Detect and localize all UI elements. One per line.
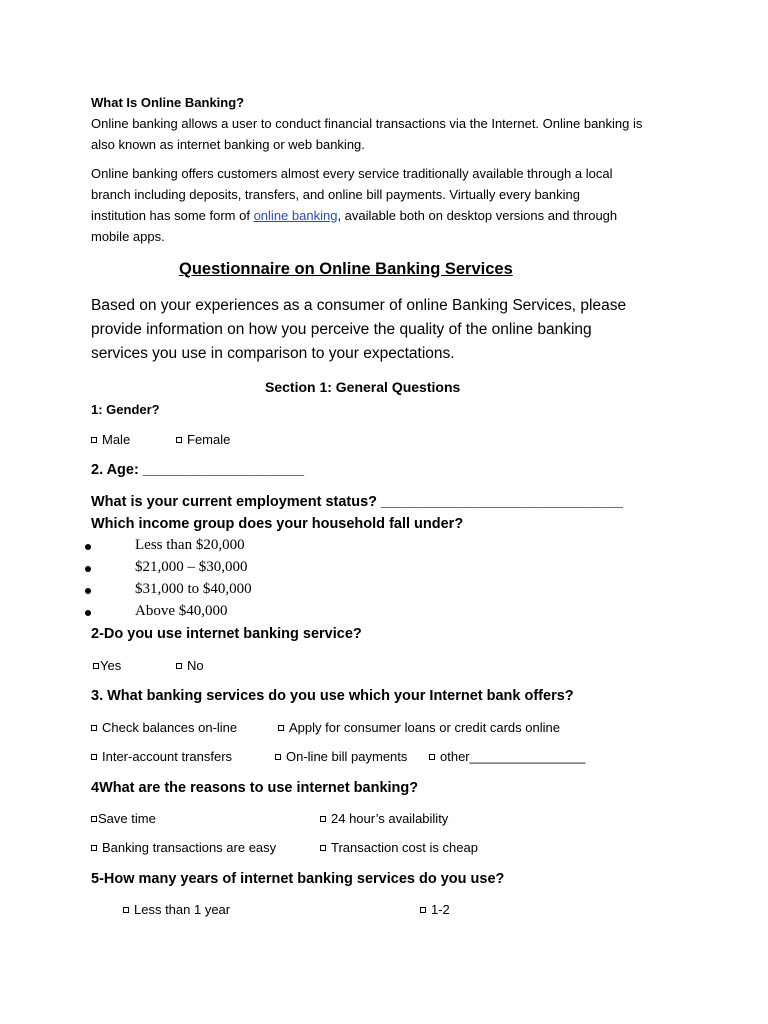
checkbox-icon: [429, 754, 435, 760]
checkbox-icon: [91, 845, 97, 851]
option-label: Less than 1 year: [134, 902, 231, 917]
checkbox-icon: [275, 754, 281, 760]
intro-paragraph-2-line-1: Online banking offers customers almost every service traditionally available through a local: [91, 166, 613, 181]
intro-paragraph-2-line-4: mobile apps.: [91, 229, 165, 244]
checkbox-icon: [93, 663, 99, 669]
online-banking-link[interactable]: online banking: [253, 208, 338, 223]
intro-paragraph-1-line-2: also known as internet banking or web banking.: [91, 137, 365, 152]
question-years: 5-How many years of internet banking services do you use?: [91, 871, 505, 887]
intro-heading: What Is Online Banking?: [91, 95, 245, 110]
bullet-icon: [85, 610, 91, 616]
income-option-3: $31,000 to $40,000: [135, 581, 252, 597]
intro-paragraph-2-line-3: [91, 205, 617, 226]
intro-text: institution has some form of: [91, 208, 254, 223]
checkbox-icon: [91, 754, 97, 760]
checkbox-transactions-easy[interactable]: [91, 840, 276, 855]
checkbox-icon: [123, 907, 129, 913]
bullet-icon: [85, 544, 91, 550]
option-label: No: [187, 658, 204, 673]
question-gender: 1: Gender?: [91, 402, 160, 417]
checkbox-1-2-years[interactable]: [420, 902, 450, 917]
checkbox-inter-account-transfers[interactable]: [91, 749, 232, 764]
question-use-internet-banking: 2-Do you use internet banking service?: [91, 626, 362, 642]
income-option-1: Less than $20,000: [135, 537, 245, 553]
option-label: Save time: [98, 811, 156, 826]
option-label: Male: [102, 432, 131, 447]
checkbox-icon: [320, 845, 326, 851]
checkbox-apply-loans[interactable]: [278, 720, 560, 735]
lead-line-1: Based on your experiences as a consumer of online Banking Services, please: [91, 297, 627, 314]
option-label: 24 hour’s availability: [331, 811, 449, 826]
section-1-heading: Section 1: General Questions: [265, 379, 461, 395]
bullet-icon: [85, 588, 91, 594]
question-income: Which income group does your household fall under?: [91, 516, 464, 532]
bullet-icon: [85, 566, 91, 572]
option-label: Apply for consumer loans or credit cards online: [289, 720, 560, 735]
checkbox-other[interactable]: [429, 749, 585, 764]
checkbox-icon: [420, 907, 426, 913]
lead-line-2: provide information on how you perceive the quality of the online banking: [91, 321, 592, 338]
option-label: Banking transactions are easy: [102, 840, 277, 855]
questionnaire-title: Questionnaire on Online Banking Services: [179, 260, 513, 278]
option-label: other________________: [440, 749, 586, 764]
checkbox-less-than-1-year[interactable]: [123, 902, 230, 917]
checkbox-24-hour[interactable]: [320, 811, 448, 826]
checkbox-bill-payments[interactable]: [275, 749, 407, 764]
option-label: Transaction cost is cheap: [331, 840, 478, 855]
option-label: Female: [187, 432, 231, 447]
checkbox-icon: [91, 437, 97, 443]
option-label: On-line bill payments: [286, 749, 408, 764]
checkbox-save-time[interactable]: [91, 811, 156, 826]
option-label: 1-2: [431, 902, 450, 917]
checkbox-icon: [176, 437, 182, 443]
checkbox-icon: [91, 816, 97, 822]
option-label: Check balances on-line: [102, 720, 238, 735]
question-employment: What is your current employment status? ______________________________: [91, 494, 623, 510]
option-label: Inter-account transfers: [102, 749, 233, 764]
intro-paragraph-1-line-1: Online banking allows a user to conduct financial transactions via the Internet. Online banking is: [91, 116, 643, 131]
question-banking-services: 3. What banking services do you use which your Internet bank offers?: [91, 688, 574, 704]
checkbox-female[interactable]: [176, 432, 230, 447]
checkbox-yes[interactable]: [93, 658, 121, 673]
question-reasons: 4What are the reasons to use internet banking?: [91, 780, 419, 796]
intro-text: , available both on desktop versions and through: [337, 208, 618, 223]
option-label: Yes: [100, 658, 122, 673]
checkbox-no[interactable]: [176, 658, 204, 673]
checkbox-icon: [320, 816, 326, 822]
checkbox-male[interactable]: [91, 432, 130, 447]
checkbox-icon: [176, 663, 182, 669]
checkbox-icon: [91, 725, 97, 731]
income-option-4: Above $40,000: [135, 603, 228, 619]
checkbox-icon: [278, 725, 284, 731]
income-option-2: $21,000 – $30,000: [135, 559, 248, 575]
intro-paragraph-2-line-2: branch including deposits, transfers, and online bill payments. Virtually every banking: [91, 187, 580, 202]
lead-line-3: services you use in comparison to your expectations.: [91, 345, 455, 362]
checkbox-check-balances[interactable]: [91, 720, 237, 735]
question-age: 2. Age: ____________________: [91, 462, 305, 478]
checkbox-cost-cheap[interactable]: [320, 840, 478, 855]
